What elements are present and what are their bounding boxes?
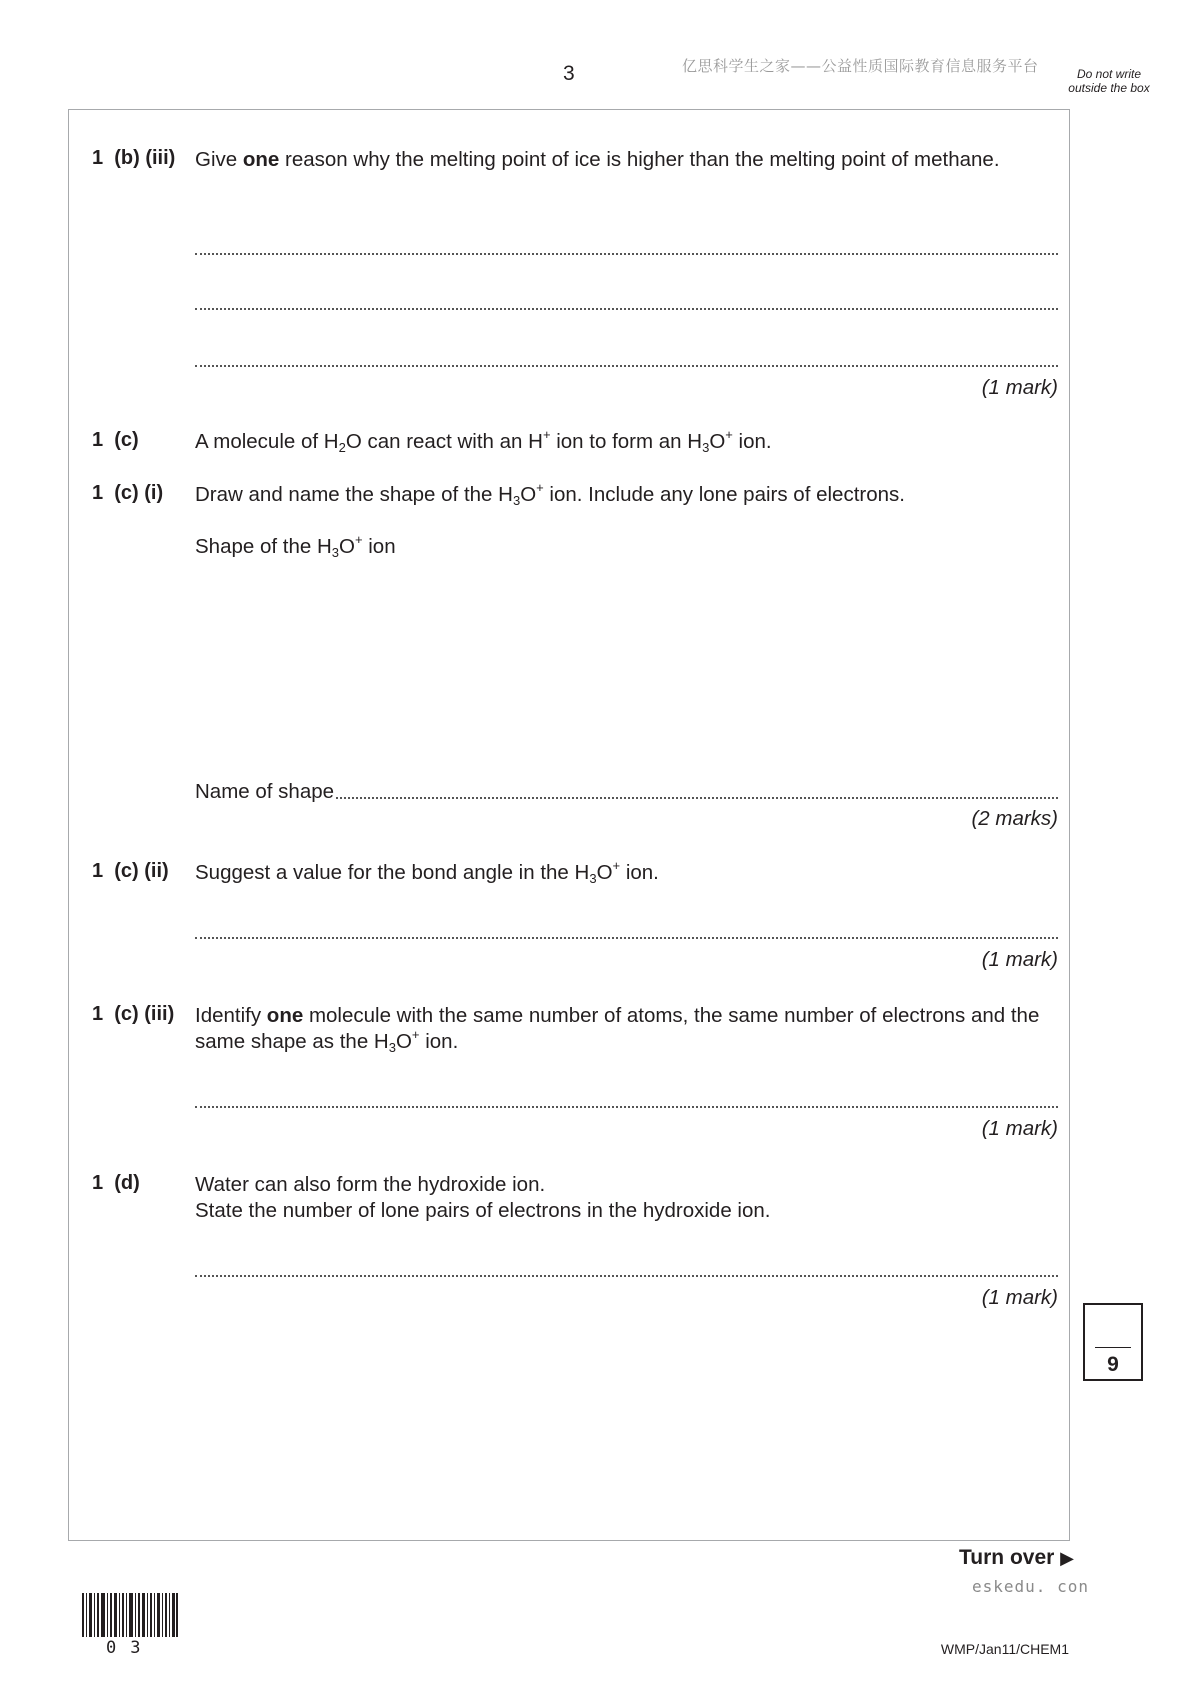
mark-allocation: (2 marks) [971,807,1058,830]
question-text-1ciii: Identify one molecule with the same number of atoms, the same number of electrons and the same shape as the $H_3O^+$ ion. [195,1004,1040,1055]
question-text-1c: A molecule of $H_2O$ can react with an H+ ion to form an $H_3O^+$ ion. [195,427,772,455]
answer-frame [68,109,1070,1541]
question-label-1d: 1 (d) [92,1172,140,1194]
mark-allocation: (1 mark) [981,948,1058,971]
question-text-1biii: Give one reason why the melting point of ice is higher than the melting point of methane. [195,148,1000,171]
total-divider [1095,1347,1131,1348]
barcode-icon [82,1593,178,1637]
mark-allocation: (1 mark) [981,376,1058,399]
name-of-shape-label: Name of shape [195,780,335,803]
question-text-1d: Water can also form the hydroxide ion. State the number of lone pairs of electrons in the hydroxide ion. [195,1173,771,1222]
answer-line[interactable] [195,253,1058,255]
answer-line[interactable] [195,937,1058,939]
shape-drawing-prompt: Shape of the $H_3O^+$ ion [195,532,396,560]
site-watermark: eskedu. con [972,1577,1089,1596]
mark-allocation: (1 mark) [981,1286,1058,1309]
mark-allocation: (1 mark) [981,1117,1058,1140]
turn-over: Turn over ▶ [959,1546,1074,1569]
page-total-value: 9 [1107,1353,1119,1376]
question-label-1biii: 1 (b) (iii) [92,147,176,169]
paper-reference: WMP/Jan11/CHEM1 [940,1641,1069,1657]
drawing-area[interactable] [195,570,1055,770]
answer-line[interactable] [195,365,1058,367]
play-arrow-icon: ▶ [1060,1548,1074,1568]
question-text-1cii: Suggest a value for the bond angle in the $H_3O^+$ ion. [195,858,659,886]
question-label-1ciii: 1 (c) (iii) [92,1003,175,1025]
name-of-shape-row[interactable] [195,780,1058,804]
question-label-1c: 1 (c) [92,429,139,451]
question-label-1ci: 1 (c) (i) [92,482,164,504]
page-number: 3 [563,62,575,85]
barcode-digits: 03 [106,1638,155,1658]
answer-line[interactable] [195,1275,1058,1277]
answer-line[interactable] [195,308,1058,310]
watermark-text: 亿思科学生之家——公益性质国际教育信息服务平台 [682,57,1039,75]
question-label-1cii: 1 (c) (ii) [92,860,169,882]
question-text-1ci: Draw and name the shape of the $H_3O^+$ ion. Include any lone pairs of electrons. [195,480,905,508]
page-total-box [1083,1303,1143,1381]
margin-note: Do not write outside the box [1068,67,1150,95]
answer-line[interactable] [195,1106,1058,1108]
answer-line[interactable] [336,797,1058,799]
